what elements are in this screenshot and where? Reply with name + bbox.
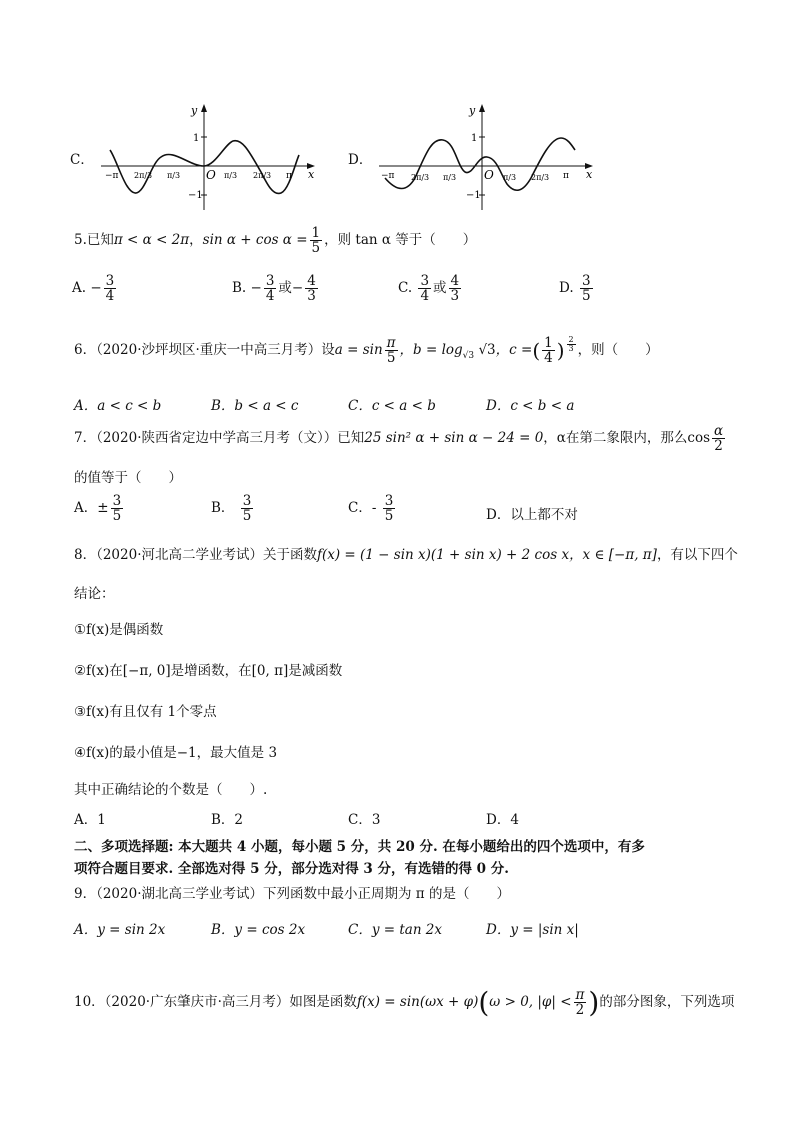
q6-option-c[interactable]: C．c < a < b [348, 398, 436, 414]
q8-stem-line2: 结论： [74, 586, 115, 602]
graph-c-tick: −π [105, 171, 119, 181]
q7-option-b[interactable]: B． $\frac{3}{5}$ [211, 493, 252, 525]
graph-c-tick: π/3 [224, 171, 238, 180]
section-2-instructions-line2: 项符合题目要求. 全部选对得 5 分，部分选对得 3 分，有选错的得 0 分. [74, 861, 509, 877]
q9-stem: 9．（2020·湖北高三学业考试）下列函数中最小正周期为 π 的是（ ） [74, 886, 510, 902]
q7-option-c[interactable]: C．- $\frac{3}{5}$ [348, 493, 394, 525]
graph-d-neg-one: −1 [466, 190, 481, 201]
q6-option-d[interactable]: D．c < b < a [486, 398, 575, 414]
option-d-label: D． [348, 152, 373, 168]
graph-d-x-label: x [586, 168, 593, 181]
graph-c-tick: 2π/3 [253, 171, 272, 180]
option-c-label: C． [70, 152, 94, 168]
q8-statement-2: ②f(x)在[−π, 0]是增函数，在[0, π]是减函数 [74, 663, 343, 679]
q9-option-b[interactable]: B．y = cos 2x [211, 922, 306, 938]
graph-d-tick: 2π/3 [411, 173, 430, 182]
q8-option-c[interactable]: C．3 [348, 812, 381, 828]
graph-d-tick: π [563, 171, 569, 181]
q8-stem: 8．（2020·河北高二学业考试）关于函数f(x) = (1 − sin x)(1 + sin x) + 2 cos x，x ∈ [−π, π]，有以下四个 [74, 547, 738, 563]
graph-c-tick: 2π/3 [134, 171, 153, 180]
q5-option-b[interactable]: B. − $\frac{3}{4}$ 或− $\frac{4}{3}$ [232, 273, 316, 305]
q5-stem: 5.已知π < α < 2π，sin α + cos α = $\frac{1}{5}$ ，则 tan α 等于（ ） [74, 225, 477, 257]
q5-option-a[interactable]: A. − $\frac{3}{4}$ [72, 273, 115, 305]
graph-c-tick: π [286, 171, 292, 181]
graph-d-tick: π/3 [503, 173, 517, 182]
q8-option-b[interactable]: B．2 [211, 812, 244, 828]
q5-option-c[interactable]: C. $\frac{3}{4}$ 或 $\frac{4}{3}$ [398, 273, 460, 305]
graph-c-y-label: y [191, 104, 198, 117]
q6-option-a[interactable]: A．a < c < b [74, 398, 162, 414]
graph-d-origin: O [484, 168, 494, 182]
q8-statement-4: ④f(x)的最小值是−1，最大值是 3 [74, 745, 278, 761]
q8-option-a[interactable]: A．1 [74, 812, 106, 828]
q8-ask: 其中正确结论的个数是（ ）. [74, 782, 268, 798]
graph-d-tick: 2π/3 [531, 173, 550, 182]
q6-stem: 6．（2020·沙坪坝区·重庆一中高三月考）设a = sin $\frac{\pi}{5}$ ，$b = \log_{√3} √3$，c =( $\frac{1}{4}$ ) $\frac{2}{3}$ ，则（ ） [74, 335, 659, 367]
graph-d [373, 100, 598, 212]
graph-d-tick: π/3 [443, 173, 457, 182]
graph-c-one: 1 [193, 133, 200, 144]
q7-stem: 7．（2020·陕西省定边中学高三月考（文））已知25 sin² α + sin α − 24 = 0，α在第二象限内，那么cos $\frac{\alpha}{2}$ [74, 423, 724, 455]
q9-option-c[interactable]: C．y = tan 2x [348, 922, 443, 938]
q8-statement-3: ③f(x)有且仅有 1个零点 [74, 704, 217, 720]
graph-d-curve [385, 138, 575, 190]
graph-c-origin: O [206, 168, 216, 182]
graph-d-one: 1 [471, 133, 478, 144]
q8-option-d[interactable]: D．4 [486, 812, 519, 828]
q9-option-d[interactable]: D．y = |sin x| [486, 922, 579, 938]
q5-option-d[interactable]: D. $\frac{3}{5}$ [559, 273, 591, 305]
graph-c-x-label: x [308, 168, 315, 181]
q9-option-a[interactable]: A．y = sin 2x [74, 922, 166, 938]
graph-c-tick: π/3 [167, 171, 181, 180]
graph-d-y-label: y [469, 104, 476, 117]
graph-c-neg-one: −1 [188, 190, 203, 201]
graph-d-tick: −π [381, 171, 395, 181]
q6-option-b[interactable]: B．b < a < c [211, 398, 299, 414]
q7-stem-line2: 的值等于（ ） [74, 470, 182, 486]
q7-option-d[interactable]: D．以上都不对 [486, 507, 578, 523]
section-2-instructions: 二、多项选择题: 本大题共 4 小题，每小题 5 分，共 20 分. 在每小题给出的四个选项中，有多 [74, 839, 645, 855]
q10-stem: 10．（2020·广东肇庆市·高三月考）如图是函数f(x) = sin(ωx + φ)(ω > 0, |φ| < $\frac{\pi}{2}$ )的部分图象，下列选项 [74, 986, 735, 1019]
graph-c [95, 100, 320, 212]
q8-statement-1: ①f(x)是偶函数 [74, 622, 164, 638]
q7-option-a[interactable]: A．± $\frac{3}{5}$ [74, 493, 122, 525]
